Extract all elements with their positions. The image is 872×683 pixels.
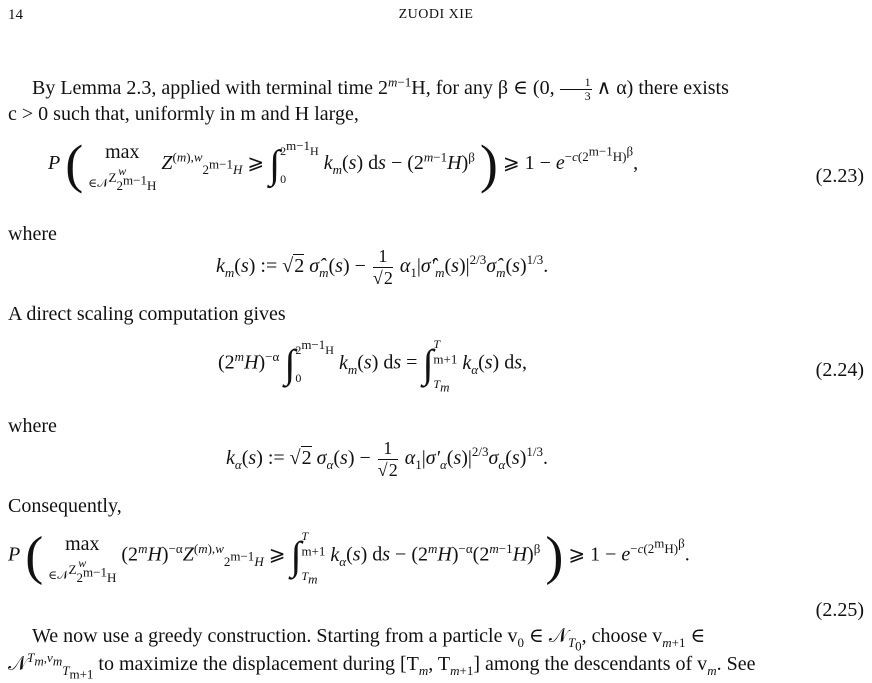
running-head: ZUODI XIE <box>398 7 474 22</box>
text-fragment: By Lemma 2.3, applied with terminal time 2 <box>32 77 389 99</box>
text-scaling: A direct scaling computation gives <box>8 303 286 325</box>
equation-label-2-24: (2.24) <box>815 359 864 381</box>
text-where-2: where <box>8 415 57 437</box>
paragraph-greedy: We now use a greedy construction. Starting from a particle $v_0$ ∈ 𝒩$_{T_0}$, choose $v_{m+1}$ ∈ <box>32 625 706 654</box>
text-where-1: where <box>8 223 57 245</box>
fraction-one-third: $\frac{1}{3}$ <box>560 76 592 102</box>
equation-label-2-23: (2.23) <box>815 165 864 187</box>
equation-2-25: P ( max w ∈𝒩$^Z_{2^{m-1}H}$ $(2^mH)^{-\alpha}Z^{(m),w}_{2^{m-1}H}$ ⩾ ∫ T $_{m+1}$ $T_m$ $k_\alpha(s)$ ds − $(2^mH)^{-\alpha}(2^{m-1}H)^\beta$ ) ⩾ $1 - e^{-c(2^mH)^\beta}$. <box>8 525 690 587</box>
text-fragment: , T <box>428 653 451 675</box>
text-fragment: H, for any β ∈ (0, <box>411 77 555 99</box>
page-number: 14 <box>8 7 23 23</box>
text-consequently: Consequently, <box>8 495 122 517</box>
text-fragment: to maximize the displacement during [T <box>98 653 419 675</box>
text-fragment: ∈ <box>690 625 706 647</box>
paragraph-lemma-cont: c > 0 such that, uniformly in m and H large, <box>8 103 359 125</box>
paragraph-lemma: By Lemma 2.3, applied with terminal time $2^{m-1}H$, for any β ∈ (0, $\frac{1}{3}$ ∧ α) there exists <box>32 74 729 103</box>
text-fragment: , choose v <box>581 625 663 647</box>
text-fragment: ∈ 𝒩 <box>528 625 568 647</box>
text-fragment: We now use a greedy construction. Starting from a particle v <box>32 625 518 647</box>
equation-kalpha-definition: $k_\alpha(s)$ := √2 $\sigma_\alpha(s)$ − $\frac{1}{√2}$ $\alpha_1|\sigma'_\alpha(s)|^{2/3}\sigma_\alpha(s)^{1/3}$. <box>226 438 549 480</box>
text-fragment: . See <box>716 653 756 675</box>
paragraph-greedy-cont: 𝒩$^{T_m,v_m}_{T_{m+1}}$ to maximize the displacement during [$T_m$, $T_{m+1}$] among the descendants of $v_m$. See <box>8 650 756 682</box>
equation-2-23: P ( max w ∈𝒩$^Z_{2^{m-1}H}$ $Z^{(m),w}_{2^{m-1}H}$ ⩾ ∫ $2^{m-1}H$ 0 $k_m(s)$ ds − $(2^{m-1}H)^\beta$ ) ⩾ $1 - e^{-c(2^{m-1}H)^\beta}$, <box>48 134 639 195</box>
text-fragment: ] among the descendants of v <box>473 653 708 675</box>
equation-km-definition: $k_m(s)$ := √2 $\sigmâ_m(s)$ − $\frac{1}{√2}$ $\alpha_1|\sigmâ'_m(s)|^{2/3}\sigmâ_m(s)^{1/3}$. <box>216 246 549 288</box>
text-fragment: ∧ α) there exists <box>596 77 729 99</box>
equation-label-2-25: (2.25) <box>815 599 864 621</box>
equation-2-24: $(2^mH)^{-\alpha}$ ∫ $2^{m-1}H$ 0 $k_m(s)$ ds = ∫ T $_{m+1}$ $T_m$ $k_\alpha(s)$ ds, <box>218 337 528 395</box>
